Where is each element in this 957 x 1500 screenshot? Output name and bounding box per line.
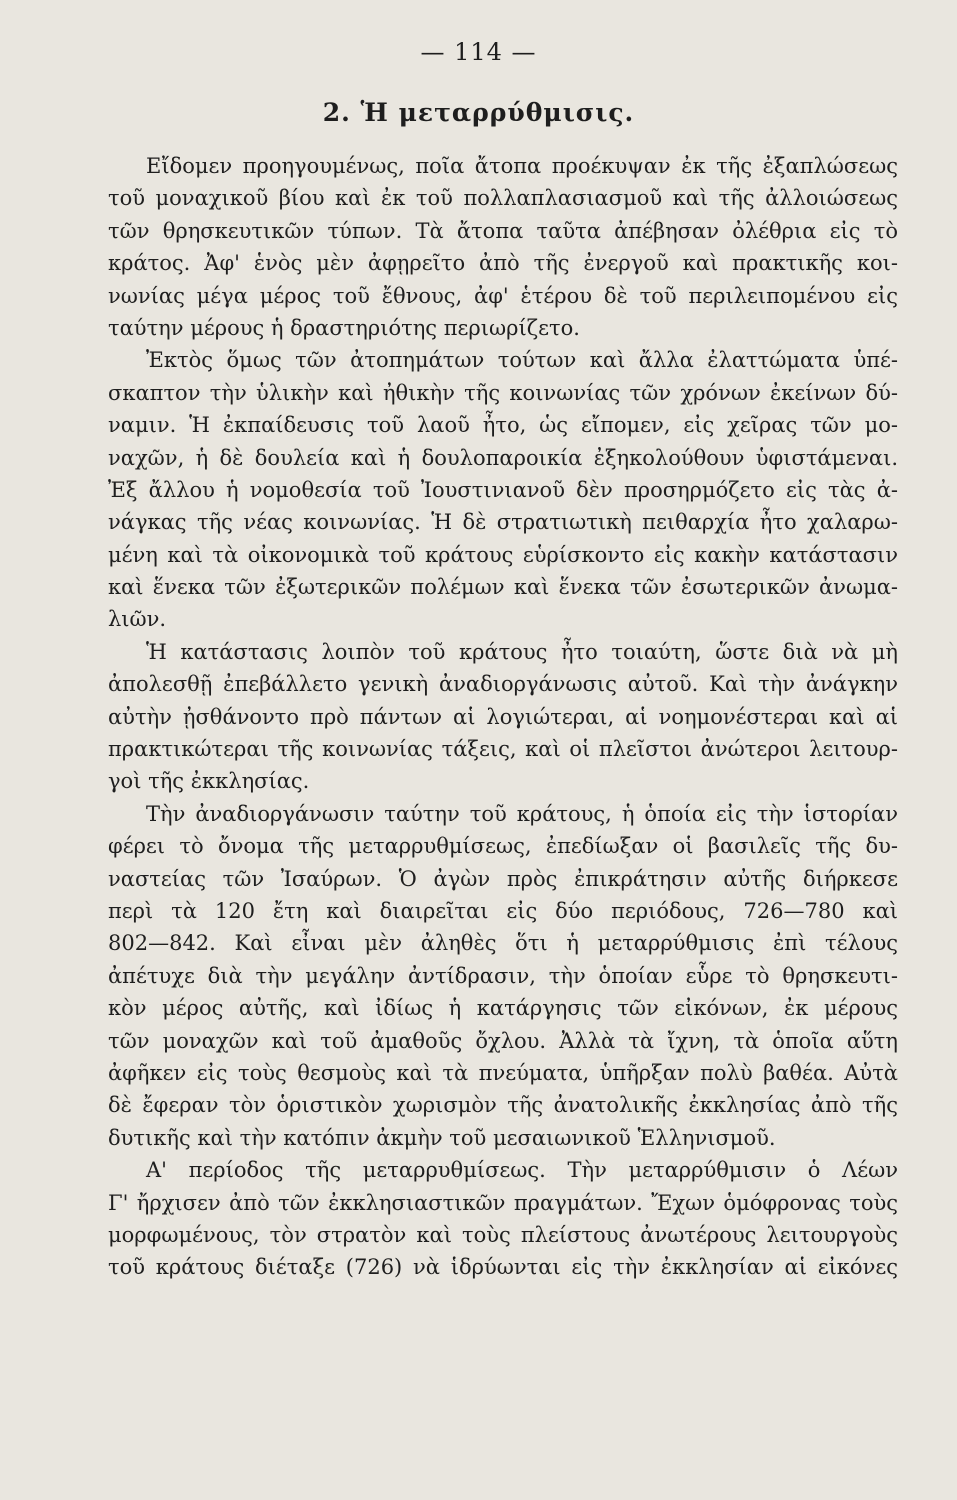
- text-line: Ἐκτὸς ὅμως τῶν ἀτοπημάτων τούτων καὶ ἄλλα ἐλαττώματα ὑπέ-: [146, 348, 898, 373]
- text-line: μένη καὶ τὰ οἰκονομικὰ τοῦ κράτους εὑρίσκοντο εἰς κακὴν κατάστασιν: [108, 542, 898, 567]
- text-line: ἀπολεσθῇ ἐπεβάλλετο γενικὴ ἀναδιοργάνωσις αὐτοῦ. Καὶ τὴν ἀνάγκην: [108, 672, 898, 697]
- text-line: δυτικῆς καὶ τὴν κατόπιν ἀκμὴν τοῦ μεσαιωνικοῦ Ἑλληνισμοῦ.: [108, 1125, 776, 1150]
- text-line: αὐτὴν ᾐσθάνοντο πρὸ πάντων αἱ λογιώτεραι, αἱ νοημονέστεραι καὶ αἱ: [108, 704, 898, 729]
- text-line: σκαπτον τὴν ὑλικὴν καὶ ἠθικὴν τῆς κοινωνίας τῶν χρόνων ἐκείνων δύ-: [108, 380, 898, 405]
- text-line: μορφωμένους, τὸν στρατὸν καὶ τοὺς πλείστους ἀνωτέρους λειτουργοὺς: [108, 1222, 898, 1247]
- text-line: τῶν μοναχῶν καὶ τοῦ ἀμαθοῦς ὄχλου. Ἀλλὰ τὰ ἴχνη, τὰ ὁποῖα αὕτη: [108, 1028, 898, 1053]
- text-line: ταύτην μέρους ἡ δραστηριότης περιωρίζετο.: [108, 315, 580, 340]
- text-line: τοῦ κράτους διέταξε (726) νὰ ἱδρύωνται εἰς τὴν ἐκκλησίαν αἱ εἰκόνες: [108, 1255, 898, 1280]
- text-line: γοὶ τῆς ἐκκλησίας.: [108, 769, 310, 794]
- text-line: 802—842. Καὶ εἶναι μὲν ἀληθὲς ὅτι ἡ μεταρρύθμισις ἐπὶ τέλους: [108, 931, 898, 956]
- text-line: καὶ ἕνεκα τῶν ἐξωτερικῶν πολέμων καὶ ἕνεκα τῶν ἐσωτερικῶν ἀνωμα-: [108, 575, 898, 600]
- page-number: — 114 —: [420, 38, 537, 66]
- text-line: φέρει τὸ ὄνομα τῆς μεταρρυθμίσεως, ἐπεδίωξαν οἱ βασιλεῖς τῆς δυ-: [108, 834, 898, 859]
- text-line: περὶ τὰ 120 ἔτη καὶ διαιρεῖται εἰς δύο περιόδους, 726—780 καὶ: [108, 898, 898, 923]
- text-line: ἀφῆκεν εἰς τοὺς θεσμοὺς καὶ τὰ πνεύματα, ὑπῆρξαν πολὺ βαθέα. Αὐτὰ: [108, 1060, 898, 1085]
- text-line: Τὴν ἀναδιοργάνωσιν ταύτην τοῦ κράτους, ἡ ὁποία εἰς τὴν ἱστορίαν: [146, 801, 898, 826]
- text-line: ναχῶν, ἡ δὲ δουλεία καὶ ἡ δουλοπαροικία ἐξηκολούθουν ὑφιστάμεναι.: [108, 445, 898, 470]
- text-line: νωνίας μέγα μέρος τοῦ ἔθνους, ἀφ' ἑτέρου δὲ τοῦ περιλειπομένου εἰς: [108, 283, 898, 308]
- text-line: ναμιν. Ἡ ἐκπαίδευσις τοῦ λαοῦ ἦτο, ὡς εἴπομεν, εἰς χεῖρας τῶν μο-: [108, 413, 898, 438]
- text-line: Ἐξ ἄλλου ἡ νομοθεσία τοῦ Ἰουστινιανοῦ δὲν προσηρμόζετο εἰς τὰς ἀ-: [108, 477, 898, 502]
- text-line: ναστείας τῶν Ἰσαύρων. Ὁ ἀγὼν πρὸς ἐπικράτησιν αὐτῆς διήρκεσε: [108, 866, 898, 891]
- text-line: τῶν θρησκευτικῶν τύπων. Τὰ ἄτοπα ταῦτα ἀπέβησαν ὀλέθρια εἰς τὸ: [108, 218, 898, 243]
- text-line: δὲ ἔφεραν τὸν ὁριστικὸν χωρισμὸν τῆς ἀνατολικῆς ἐκκλησίας ἀπὸ τῆς: [108, 1093, 898, 1118]
- text-line: Α' περίοδος τῆς μεταρρυθμίσεως. Τὴν μεταρρύθμισιν ὁ Λέων: [146, 1158, 898, 1183]
- text-line: πρακτικώτεραι τῆς κοινωνίας τάξεις, καὶ οἱ πλεῖστοι ἀνώτεροι λειτουρ-: [108, 737, 898, 762]
- section-heading: 2. Ἡ μεταρρύθμισις.: [322, 98, 635, 127]
- text-line: Εἴδομεν προηγουμένως, ποῖα ἄτοπα προέκυψαν ἐκ τῆς ἐξαπλώσεως: [146, 154, 898, 178]
- text-line: τοῦ μοναχικοῦ βίου καὶ ἐκ τοῦ πολλαπλασιασμοῦ καὶ τῆς ἀλλοιώσεως: [108, 186, 898, 211]
- text-line: κὸν μέρος αὐτῆς, καὶ ἰδίως ἡ κατάργησις τῶν εἰκόνων, ἐκ μέρους: [108, 996, 898, 1021]
- text-line: λιῶν.: [108, 607, 167, 632]
- body-text: [108, 150, 898, 1284]
- text-line: νάγκας τῆς νέας κοινωνίας. Ἡ δὲ στρατιωτικὴ πειθαρχία ἦτο χαλαρω-: [108, 510, 898, 535]
- text-line: Γ' ἤρχισεν ἀπὸ τῶν ἐκκλησιαστικῶν πραγμάτων. Ἔχων ὁμόφρονας τοὺς: [108, 1190, 898, 1215]
- text-line: κράτος. Ἀφ' ἑνὸς μὲν ἀφῃρεῖτο ἀπὸ τῆς ἐνεργοῦ καὶ πρακτικῆς κοι-: [108, 251, 898, 276]
- text-line: Ἡ κατάστασις λοιπὸν τοῦ κράτους ἦτο τοιαύτη, ὥστε διὰ νὰ μὴ: [146, 639, 898, 664]
- text-line: ἀπέτυχε διὰ τὴν μεγάλην ἀντίδρασιν, τὴν ὁποίαν εὗρε τὸ θρησκευτι-: [108, 963, 898, 988]
